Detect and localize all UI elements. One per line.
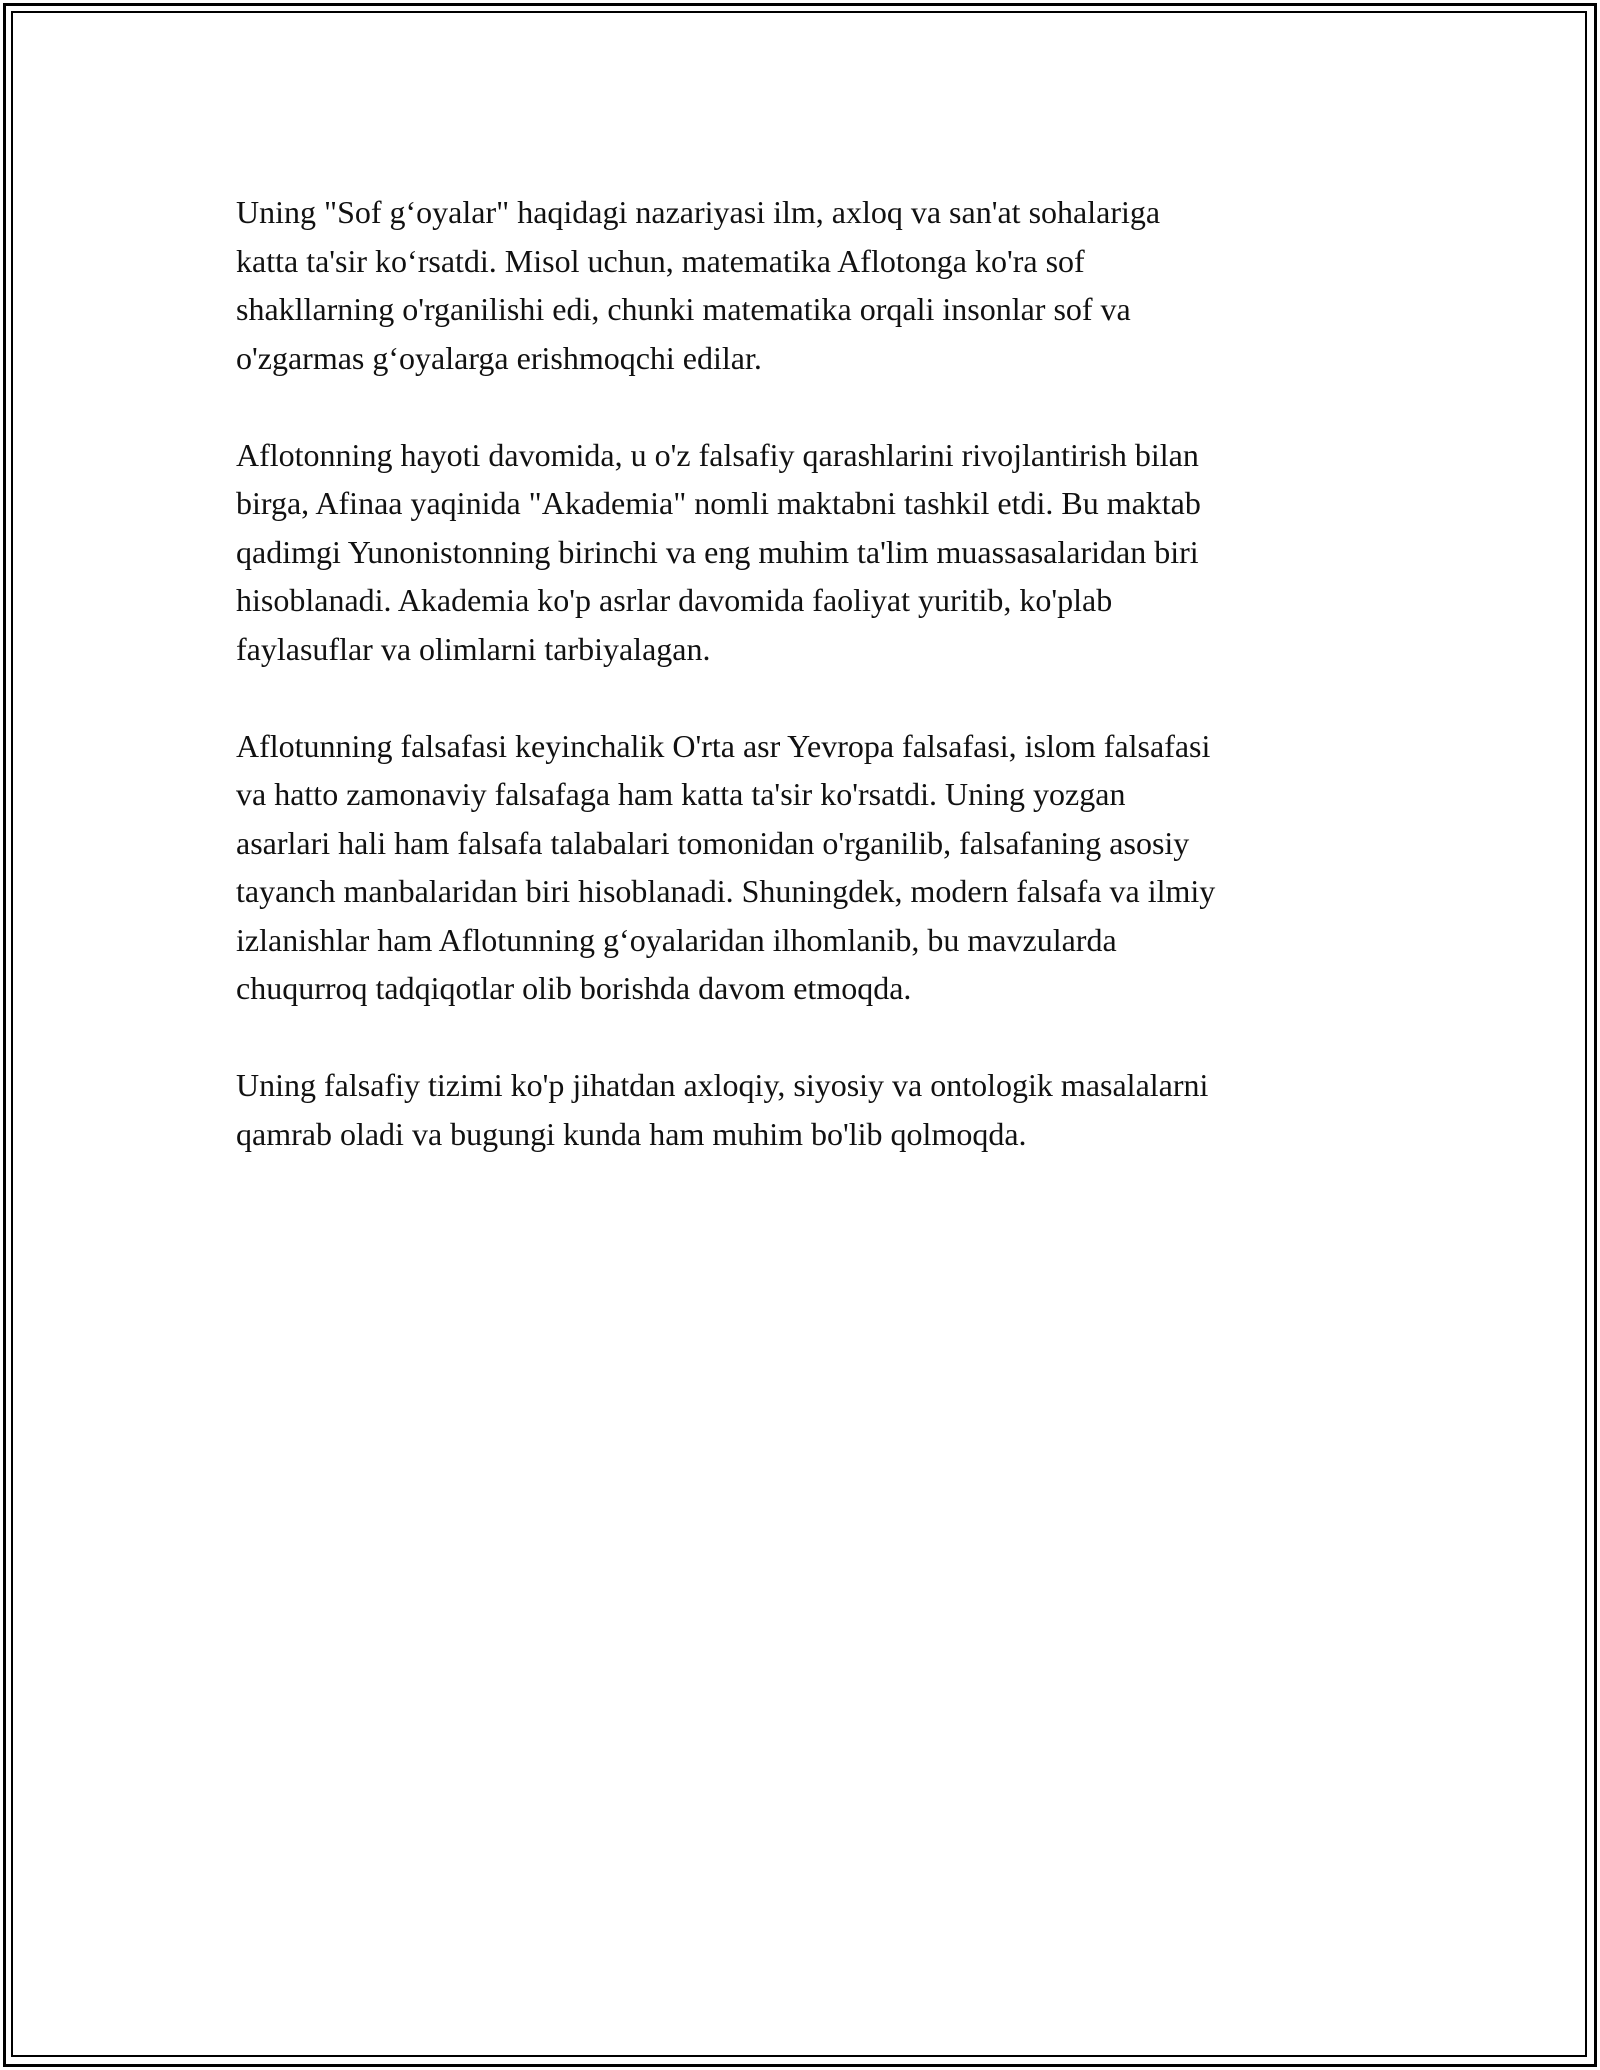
paragraph-sof-goyalar: Uning "Sof g‘oyalar" haqidagi nazariyasi ilm, axloq va san'at sohalariga katta ta'sir ko‘rsatdi. Misol uchun, matematika Aflotonga ko'ra sof shakllarning o'rganilishi edi, chunki matematika orqali insonlar sof va o'zgarmas g‘oyalarga erishmoqchi edilar. [236, 194, 1161, 376]
paragraph-falsafa-tasiri: Aflotunning falsafasi keyinchalik O'rta asr Yevropa falsafasi, islom falsafasi va hatto zamonaviy falsafaga ham katta ta'sir ko'rsatdi. Uning yozgan asarlari hali ham falsafa talabalari tomonidan o'rganilib, falsafaning asosiy tayanch manbalaridan biri hisoblanadi. Shuningdek, modern falsafa va ilmiy izlanishlar ham Aflotunning g‘oyalaridan ilhomlanib, bu mavzularda chuqurroq tadqiqotlar olib borishda davom etmoqda. [236, 727, 1216, 1006]
paragraph-falsafiy-tizim: Uning falsafiy tizimi ko'p jihatdan axloqiy, siyosiy va ontologik masalalarni qamrab oladi va bugungi kunda ham muhim bo'lib qolmoqda. [236, 1067, 1209, 1152]
document-body [236, 188, 1396, 1207]
paragraph-akademia: Aflotonning hayoti davomida, u o'z falsafiy qarashlarini rivojlantirish bilan birga, Afinaa yaqinida "Akademia" nomli maktabni tashkil etdi. Bu maktab qadimgi Yunonistonning birinchi va eng muhim ta'lim muassasalaridan biri hisoblanadi. Akademia ko'p asrlar davomida faoliyat yuritib, ko'plab faylasuflar va olimlarni tarbiyalagan. [236, 436, 1201, 667]
